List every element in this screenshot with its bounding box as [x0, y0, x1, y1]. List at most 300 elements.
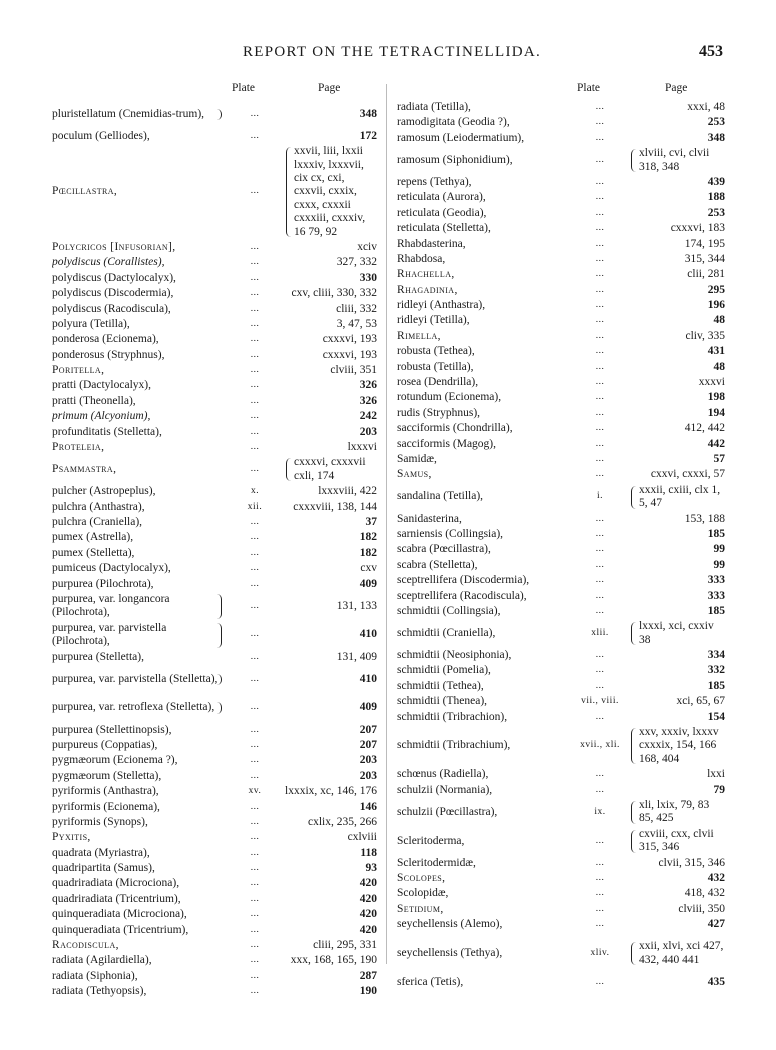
- entry-pages: 203: [359, 425, 377, 438]
- index-entry: [52, 650, 379, 665]
- entry-pages: 207: [359, 738, 377, 751]
- column-header-left: [52, 82, 379, 100]
- index-entry: [397, 558, 727, 573]
- entry-term-text: schmidtii (Craniella),: [397, 627, 496, 639]
- entry-term-text: scabra (Pœcillastra),: [397, 543, 491, 556]
- entry-term: [397, 649, 571, 662]
- entry-term: [397, 605, 571, 618]
- entry-pages: 326: [359, 394, 377, 407]
- entry-plate: ...: [595, 438, 605, 449]
- page-header: [0, 44, 776, 70]
- entry-term-text: repens (Tethya),: [397, 175, 472, 188]
- entry-term: [397, 422, 571, 435]
- index-entry: [397, 406, 727, 421]
- entry-pages: 131, 133: [336, 599, 377, 612]
- index-entry: [52, 665, 379, 694]
- entry-pages: 333: [707, 589, 725, 602]
- entry-pages: cxlviii: [347, 831, 377, 844]
- entry-pages: cxv, cliii, 330, 332: [291, 287, 377, 300]
- entry-pages: 295: [707, 283, 725, 296]
- entry-term: [52, 739, 226, 752]
- entry-term-text: quinqueradiata (Microciona),: [52, 908, 187, 921]
- index-entry: [397, 100, 727, 115]
- entry-term: [397, 116, 571, 129]
- index-entry: [52, 515, 379, 530]
- entry-pages: xxxii, cxiii, clx 1, 5, 47: [629, 484, 727, 511]
- entry-term: [52, 364, 226, 377]
- index-entry: [397, 664, 727, 679]
- entry-pages: 427: [707, 918, 725, 931]
- entry-term: [52, 379, 226, 392]
- entry-term: [397, 680, 571, 693]
- entry-term: [397, 768, 571, 781]
- entry-plate: ...: [250, 186, 260, 197]
- entry-term-text: polydiscus (Corallistes),: [52, 256, 165, 269]
- entry-plate: ...: [595, 873, 605, 883]
- entry-pages: clvii, 315, 346: [658, 856, 725, 869]
- entry-plate: ...: [595, 223, 605, 234]
- entry-plate: ...: [250, 770, 260, 781]
- entry-term-text: seychellensis (Tethya),: [397, 946, 503, 959]
- entry-plate: ...: [595, 513, 605, 524]
- entry-term: [397, 590, 571, 603]
- entry-plate: ...: [250, 878, 260, 889]
- entry-pages: 172: [359, 129, 377, 142]
- index-entry: [397, 298, 727, 313]
- entry-term-text: Rhabdasterina,: [397, 237, 466, 250]
- entry-term: [52, 985, 226, 998]
- entry-term-text: purpureus (Coppatias),: [52, 738, 158, 751]
- entry-term: [397, 543, 571, 556]
- index-entry: [397, 573, 727, 588]
- index-entry: [397, 527, 727, 542]
- entry-term-text: Scolopes,: [397, 872, 446, 884]
- index-entry: [397, 619, 727, 648]
- entry-plate: ...: [250, 755, 260, 766]
- entry-pages: lxxi: [707, 768, 725, 781]
- entry-pages: 420: [359, 923, 377, 936]
- entry-term-text: ramosum (Leiodermatium),: [397, 131, 525, 144]
- entry-term: [397, 887, 571, 900]
- entry-term-text: reticulata (Aurora),: [397, 191, 486, 204]
- index-entry: [397, 783, 727, 798]
- entry-plate: ...: [595, 284, 605, 295]
- entry-term-text: radiata (Agilardiella),: [52, 954, 152, 967]
- entry-pages: 185: [707, 527, 725, 540]
- entry-pages: lxxxix, xc, 146, 176: [285, 785, 377, 798]
- entry-term: [52, 939, 226, 952]
- index-entry: [397, 933, 727, 975]
- entry-pages: 48: [713, 314, 725, 327]
- index-entry: [397, 694, 727, 709]
- entry-term: [52, 185, 226, 198]
- entry-term: [397, 664, 571, 677]
- index-entry: [52, 846, 379, 861]
- entry-plate: xii.: [247, 501, 263, 512]
- entry-term-text: purpurea, var. retroflexa (Stelletta),: [52, 701, 215, 714]
- entry-pages: xxxi, 48: [687, 100, 725, 113]
- index-entry: [52, 907, 379, 922]
- entry-plate: ...: [250, 970, 260, 981]
- entry-term: [52, 108, 226, 121]
- entry-term-text: schulzii (Pœcillastra),: [397, 805, 498, 818]
- entry-pages: clviii, 350: [678, 902, 725, 915]
- index-entry: [52, 738, 379, 753]
- entry-pages: 348: [359, 107, 377, 120]
- entry-pages: 182: [359, 531, 377, 544]
- index-entry: [397, 237, 727, 252]
- entry-term: [52, 395, 226, 408]
- entry-pages: 326: [359, 379, 377, 392]
- entry-pages: 198: [707, 391, 725, 404]
- entry-plate: ...: [595, 711, 605, 722]
- entry-pages: 420: [359, 908, 377, 921]
- index-entry: [52, 500, 379, 515]
- entry-term-text: quadriradiata (Tricentrium),: [52, 892, 181, 905]
- entry-plate: ...: [595, 835, 605, 846]
- entry-plate: ...: [250, 863, 260, 874]
- entry-term: [397, 268, 571, 281]
- entry-term: [397, 857, 571, 870]
- entry-term: [397, 238, 571, 251]
- index-entry: [52, 577, 379, 592]
- index-entry: [52, 830, 379, 845]
- entry-pages: xxxvi: [698, 376, 725, 389]
- entry-plate: ...: [595, 176, 605, 187]
- index-entry: [52, 561, 379, 576]
- index-entry: [52, 753, 379, 768]
- entry-pages: xlviii, cvi, clvii 318, 348: [629, 147, 727, 174]
- entry-plate: ...: [250, 578, 260, 589]
- entry-pages: 196: [707, 299, 725, 312]
- entry-plate: ...: [250, 893, 260, 904]
- entry-plate: ...: [595, 528, 605, 539]
- entry-pages: 188: [707, 191, 725, 204]
- index-list-right: [397, 100, 727, 990]
- entry-term-text: schmidtii (Collingsia),: [397, 604, 501, 617]
- entry-term: [397, 407, 571, 420]
- entry-term: [52, 816, 226, 829]
- entry-pages: lxxxi, xci, cxxiv 38: [629, 620, 727, 647]
- index-entry: [52, 317, 379, 332]
- entry-term: [52, 801, 226, 814]
- entry-term-text: Scolopidæ,: [397, 887, 449, 900]
- entry-term: [52, 593, 226, 620]
- entry-term: [397, 361, 571, 374]
- index-entry: [397, 871, 727, 886]
- entry-term-text: purpurea (Stellettinopsis),: [52, 723, 172, 736]
- entry-term-text: Sanidasterina,: [397, 512, 462, 525]
- entry-plate: ...: [595, 575, 605, 586]
- entry-term: [397, 330, 571, 343]
- page-number: 453: [699, 43, 723, 60]
- entry-pages: xli, lxix, 79, 83 85, 425: [629, 799, 727, 826]
- index-entry: [52, 938, 379, 953]
- entry-plate: ...: [250, 673, 260, 684]
- entry-pages: 93: [365, 862, 377, 875]
- plate-heading: Plate: [577, 82, 600, 94]
- index-entry: [397, 283, 727, 298]
- entry-pages: 37: [365, 516, 377, 529]
- entry-plate: ...: [595, 238, 605, 249]
- entry-plate: ...: [595, 253, 605, 264]
- entry-term: [52, 724, 226, 737]
- entry-term-text: quinqueradiata (Tricentrium),: [52, 923, 189, 936]
- entry-plate: ...: [250, 955, 260, 966]
- entry-term-text: Rhabdosa,: [397, 252, 446, 265]
- entry-term-text: schmidtii (Tribrachion),: [397, 710, 508, 723]
- index-entry: [52, 286, 379, 301]
- entry-pages: cxxxvi, 183: [670, 222, 725, 235]
- entry-term: [397, 154, 571, 167]
- entry-pages: cliv, 335: [685, 329, 725, 342]
- entry-term-text: Proteleia,: [52, 441, 105, 454]
- entry-plate: ...: [250, 303, 260, 314]
- entry-term-text: pumex (Astrella),: [52, 531, 134, 544]
- entry-plate: ...: [595, 784, 605, 795]
- entry-plate: ...: [595, 544, 605, 555]
- entry-plate: ...: [250, 517, 260, 528]
- entry-term: [397, 438, 571, 451]
- entry-plate: ...: [595, 769, 605, 780]
- index-entry: [52, 409, 379, 424]
- entry-plate: ...: [595, 423, 605, 434]
- entry-term: [52, 333, 226, 346]
- index-entry: [397, 604, 727, 619]
- index-entry: [397, 886, 727, 901]
- entry-term-text: polydiscus (Racodiscula),: [52, 302, 171, 315]
- entry-pages: cxxxvi, cxxxvii cxli, 174: [284, 456, 379, 483]
- entry-term-text: pluristellatum (Cnemidias-trum),: [52, 107, 205, 120]
- entry-plate: ...: [250, 318, 260, 329]
- index-entry: [52, 100, 379, 129]
- entry-term-text: Pœcillastra,: [52, 185, 118, 198]
- entry-term-text: pygmæorum (Stelletta),: [52, 769, 162, 782]
- entry-term: [52, 785, 226, 798]
- entry-term: [52, 651, 226, 664]
- entry-term-text: Scleritoderma,: [397, 834, 465, 847]
- entry-plate: ...: [250, 288, 260, 299]
- entry-term-text: purpurea, var. parvistella (Pilochrota),: [52, 621, 167, 648]
- index-entry: [52, 144, 379, 240]
- entry-term: [52, 130, 226, 143]
- entry-plate: ...: [595, 269, 605, 280]
- entry-term-text: polydiscus (Discodermia),: [52, 287, 174, 300]
- entry-term-text: sceptrellifera (Discodermia),: [397, 574, 530, 587]
- entry-pages: 327, 332: [336, 256, 377, 269]
- index-entry: [397, 902, 727, 917]
- entry-plate: ...: [595, 976, 605, 987]
- entry-term: [397, 222, 571, 235]
- entry-pages: 442: [707, 437, 725, 450]
- entry-term: [52, 303, 226, 316]
- entry-term: [397, 453, 571, 466]
- entry-plate: ...: [250, 365, 260, 376]
- entry-term: [52, 463, 226, 476]
- entry-term: [52, 954, 226, 967]
- entry-pages: 242: [359, 410, 377, 423]
- entry-term: [52, 410, 226, 423]
- index-entry: [397, 467, 727, 482]
- entry-term-text: pulcher (Astropeplus),: [52, 485, 156, 498]
- entry-plate: xv.: [248, 786, 262, 797]
- index-column-left: [52, 82, 379, 1000]
- entry-term-text: quadriradiata (Microciona),: [52, 877, 180, 890]
- entry-plate: ...: [595, 857, 605, 868]
- index-entry: [52, 984, 379, 999]
- entry-term: [52, 701, 226, 714]
- entry-term-text: robusta (Tetilla),: [397, 360, 474, 373]
- entry-plate: ...: [250, 600, 260, 611]
- entry-term-text: reticulata (Stelletta),: [397, 222, 491, 235]
- index-entry: [397, 206, 727, 221]
- entry-term-text: polydiscus (Dactylocalyx),: [52, 271, 176, 284]
- index-entry: [397, 221, 727, 236]
- index-entry: [397, 856, 727, 871]
- entry-pages: 409: [359, 577, 377, 590]
- entry-term: [397, 806, 571, 819]
- index-entry: [397, 725, 727, 767]
- entry-term: [397, 314, 571, 327]
- entry-plate: ...: [595, 361, 605, 372]
- entry-term-text: Samidæ,: [397, 452, 437, 465]
- index-entry: [52, 723, 379, 738]
- entry-term: [397, 528, 571, 541]
- entry-plate: ...: [250, 241, 260, 252]
- entry-pages: 435: [707, 975, 725, 988]
- entry-plate: ...: [250, 563, 260, 574]
- entry-pages: 99: [713, 558, 725, 571]
- index-entry: [397, 437, 727, 452]
- index-entry: [52, 455, 379, 484]
- entry-term-text: purpurea, var. longancora (Pilochrota),: [52, 592, 170, 619]
- index-entry: [52, 440, 379, 455]
- index-entry: [52, 394, 379, 409]
- index-entry: [52, 379, 379, 394]
- index-entry: [52, 969, 379, 984]
- entry-term-text: poculum (Gelliodes),: [52, 129, 150, 142]
- entry-term: [52, 754, 226, 767]
- index-entry: [52, 621, 379, 650]
- entry-term-text: Samus,: [397, 468, 432, 481]
- index-entry: [397, 512, 727, 527]
- entry-term-text: pyriformis (Anthastra),: [52, 785, 159, 798]
- entry-plate: ...: [595, 392, 605, 403]
- entry-term: [52, 256, 226, 269]
- entry-term: [397, 976, 571, 989]
- index-entry: [397, 115, 727, 130]
- entry-term: [52, 877, 226, 890]
- entry-plate: ...: [250, 924, 260, 935]
- entry-pages: 412, 442: [684, 422, 725, 435]
- entry-term: [397, 918, 571, 931]
- entry-term-text: radiata (Tethyopsis),: [52, 985, 147, 998]
- index-entry: [52, 546, 379, 561]
- index-entry: [397, 827, 727, 856]
- index-entry: [397, 975, 727, 990]
- entry-pages: cxxxvi, 193: [322, 333, 377, 346]
- entry-term: [397, 784, 571, 797]
- entry-plate: xliv.: [590, 947, 610, 958]
- entry-pages: 348: [707, 131, 725, 144]
- entry-term-text: pratti (Theonella),: [52, 394, 136, 407]
- index-entry: [397, 648, 727, 663]
- entry-term: [52, 272, 226, 285]
- entry-plate: ...: [595, 919, 605, 930]
- index-entry: [397, 452, 727, 467]
- entry-term: [397, 739, 571, 752]
- index-entry: [397, 421, 727, 436]
- entry-term-text: Pyxitis,: [52, 831, 91, 844]
- entry-plate: ...: [250, 411, 260, 422]
- entry-pages: 410: [359, 672, 377, 685]
- entry-pages: 432: [707, 872, 725, 884]
- entry-term: [52, 441, 226, 454]
- entry-plate: ...: [595, 469, 605, 480]
- index-entry: [52, 953, 379, 968]
- entry-pages: 203: [359, 769, 377, 782]
- entry-term-text: pratti (Dactylocalyx),: [52, 379, 151, 392]
- column-divider: [386, 84, 387, 964]
- entry-term-text: schmidtii (Tethea),: [397, 679, 484, 692]
- index-entry: [52, 484, 379, 499]
- index-entry: [52, 769, 379, 784]
- entry-term-text: Setidium,: [397, 902, 444, 915]
- index-entry: [52, 815, 379, 830]
- entry-pages: 57: [713, 452, 725, 465]
- entry-plate: ...: [595, 132, 605, 143]
- index-entry: [52, 923, 379, 938]
- index-entry: [52, 255, 379, 270]
- entry-term: [397, 574, 571, 587]
- index-entry: [397, 589, 727, 604]
- entry-plate: ...: [250, 464, 260, 475]
- running-title: REPORT ON THE TETRACTINELLIDA.: [243, 44, 542, 60]
- index-entry: [397, 360, 727, 375]
- entry-plate: ...: [595, 377, 605, 388]
- entry-plate: ...: [595, 300, 605, 311]
- entry-pages: clviii, 351: [330, 364, 377, 377]
- entry-pages: 253: [707, 206, 725, 219]
- entry-term: [52, 531, 226, 544]
- index-entry: [397, 175, 727, 190]
- index-entry: [52, 425, 379, 440]
- entry-term: [52, 501, 226, 514]
- entry-term-text: purpurea (Stelletta),: [52, 650, 144, 663]
- page-heading: Page: [665, 82, 688, 94]
- entry-term: [52, 241, 226, 254]
- entry-term-text: pulchra (Anthastra),: [52, 500, 145, 513]
- entry-term-text: radiata (Tetilla),: [397, 100, 471, 113]
- entry-term-text: schulzii (Normania),: [397, 783, 493, 796]
- entry-plate: ...: [250, 651, 260, 662]
- entry-term: [397, 207, 571, 220]
- entry-term: [52, 562, 226, 575]
- entry-term-text: ramodigitata (Geodia ?),: [397, 116, 510, 129]
- entry-plate: ...: [250, 724, 260, 735]
- entry-term: [397, 299, 571, 312]
- entry-term: [52, 770, 226, 783]
- entry-pages: 315, 344: [684, 252, 725, 265]
- entry-plate: ...: [250, 739, 260, 750]
- entry-term-text: ramosum (Siphonidium),: [397, 153, 513, 166]
- entry-pages: 146: [359, 800, 377, 813]
- entry-plate: ...: [250, 986, 260, 997]
- entry-term-text: sceptrellifera (Racodiscula),: [397, 589, 527, 602]
- entry-plate: ...: [595, 192, 605, 203]
- index-column-right: [397, 82, 727, 990]
- entry-pages: cxlix, 235, 266: [308, 815, 377, 828]
